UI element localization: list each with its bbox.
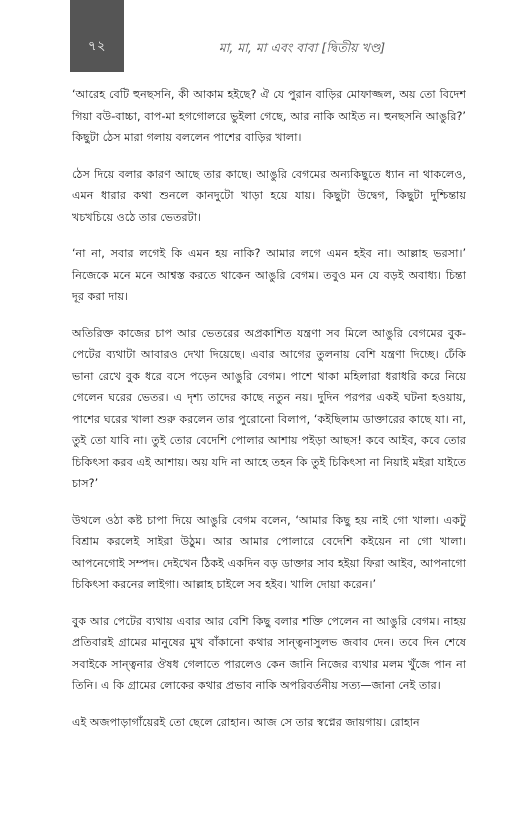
paragraph: উথলে ওঠা কষ্ট চাপা দিয়ে আঙুরি বেগম বলেন, ‘আমার কিছু হয় নাই গো খালা। একটু বিশ্রাম করলেই সাইরা উঠুম। আর আমার পোলারে বেদেশি কইয়েন না গো খালা। আপনেগোই সম্পদ। দেইখেন ঠিকই একদিন বড় ডাক্তার সাব হইয়া ফিরা আইব, আপনাগো চিকিৎসা করনের লাইগা। আল্লাহ চাইলে সব হইব। খালি দোয়া করেন।’	[72, 513, 466, 591]
paragraph: অতিরিক্ত কাজের চাপ আর ভেতরের অপ্রকাশিত যন্ত্রণা সব মিলে আঙুরি বেগমের বুক-পেটের ব্যথাটা আবারও দেখা দিয়েছে। এবার আগের তুলনায় বেশি যন্ত্রণা দিচ্ছে। ঢেঁকি ভানা রেখে বুক ধরে বসে পড়েন আঙুরি বেগম। পাশে থাকা মহিলারা ধরাধরি করে নিয়ে গেলেন ঘরের ভেতর। এ দৃশ্য তাদের কাছে নতুন নয়। দুদিন পরপর একই ঘটনা হওয়ায়, পাশের ঘরের খালা শুরু করলেন তার পুরোনো বিলাপ, ‘কইছিলাম ডাক্তারের কাছে যা। না, তুই তো যাবি না। তুই তোর বেদেশি পোলার আশায় পইড়া আছস! কবে আইব, কবে তোর চিকিৎসা করব এই আশায়। অয় যদি না আহে তহন কি তুই চিকিৎসা না নিয়াই মইরা যাইতে চাস?’	[72, 326, 466, 490]
paragraph: ঠেস দিয়ে বলার কারণ আছে তার কাছে। আঙুরি বেগমের অন্যকিছুতে ধ্যান না থাকলেও, এমন ধারার কথা শুনলে কানদুটো খাড়া হয়ে যায়। কিছুটা উদ্বেগ, কিছুটা দুশ্চিন্তায় খচখচিয়ে ওঠে তার ভেতরটা।	[72, 167, 466, 224]
page-number-tab	[70, 0, 124, 72]
page-number: ৭২	[88, 39, 106, 54]
paragraph: ‘আরেহ বেটি হুনছসনি, কী আকাম হইছে? ঐ যে পুরান বাড়ির মোফাজ্জল, অয় তো বিদেশ গিয়া বউ-বাচ্চা, বাপ-মা হগগোলরে ভুইলা গেছে, আর নাকি আইত ন। হুনছসনি আঙুরি?’ কিছুটা ঠেস মারা গলায় বললেন পাশের বাড়ির খালা।	[72, 88, 466, 144]
body-text	[72, 84, 466, 748]
paragraph: ‘না না, সবার লগেই কি এমন হয় নাকি? আমার লগে এমন হইব না। আল্লাহ ভরসা।’ নিজেকে মনে মনে আশ্বস্ত করতে থাকেন আঙুরি বেগম। তবুও মন যে বড়ই অবাধ্য। চিন্তা দূর করা দায়।	[72, 247, 466, 303]
running-title: মা, মা, মা এবং বাবা [দ্বিতীয় খণ্ড]	[218, 40, 386, 55]
page-header	[0, 0, 528, 72]
paragraph: বুক আর পেটের ব্যথায় এবার আর বেশি কিছু বলার শক্তি পেলেন না আঙুরি বেগম। নাহয় প্রতিবারই গ্রামের মানুষের মুখ বাঁকানো কথার সান্ত্বনাসুলভ জবাব দেন। তবে দিন শেষে সবাইকে সান্ত্বনার ঔষধ গেলাতে পারলেও কেন জানি নিজের ব্যথার মলম খুঁজে পান না তিনি। এ কি গ্রামের লোকের কথার প্রভাব নাকি অপরিবর্তনীয় সত্য—জানা নেই তার।	[72, 614, 466, 692]
paragraph: এই অজপাড়াগাঁয়েরই তো ছেলে রোহান। আজ সে তার স্বপ্নের জায়গায়। রোহান	[72, 715, 420, 729]
